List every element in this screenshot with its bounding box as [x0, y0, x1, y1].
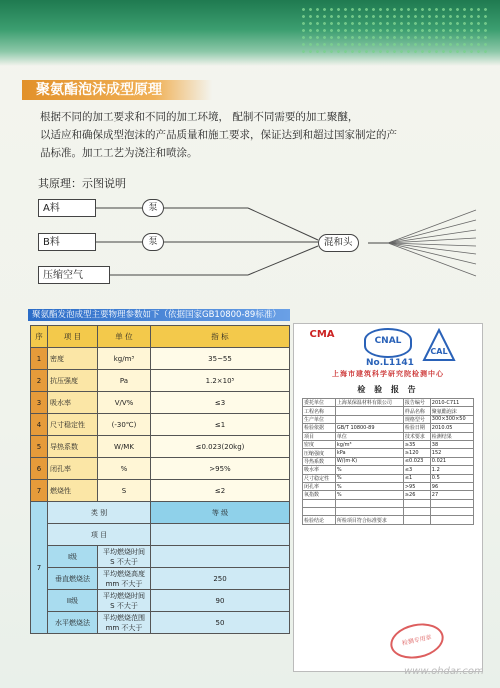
burn-header-item: 类 别 — [48, 502, 151, 524]
pump-a: 泵 — [142, 199, 164, 217]
input-compressed-air: 压缩空气 — [38, 266, 110, 284]
report-cell: 聚氨酯泡沫 — [430, 407, 473, 415]
report-cell: ≥35 — [403, 440, 430, 448]
row-no: 4 — [31, 414, 48, 436]
section-title: 聚氨酯泡沫成型原理 — [22, 80, 212, 100]
report-cell: 委托单位 — [303, 399, 336, 407]
report-cell: 0.021 — [430, 457, 473, 465]
row-value: ≤1 — [151, 414, 290, 436]
report-cell: 报告编号 — [403, 399, 430, 407]
input-b-material: B料 — [38, 233, 96, 251]
process-diagram — [38, 192, 478, 287]
burn-time: 平均燃烧时间 S 不大于 — [98, 590, 151, 612]
report-cell: 1.2 — [430, 466, 473, 474]
burn-header-row — [31, 502, 290, 524]
report-cell: 压缩强度 — [303, 449, 336, 457]
svg-text:CAL: CAL — [430, 347, 448, 356]
row-value: 1.2×10⁵ — [151, 370, 290, 392]
report-cell: 38 — [430, 440, 473, 448]
report-cell: 2010.05 — [430, 424, 473, 432]
burn-grade: II级 — [48, 590, 98, 612]
row-unit: Pa — [98, 370, 151, 392]
row-item: 闭孔率 — [48, 458, 98, 480]
row-value: ≤0.023(20kg) — [151, 436, 290, 458]
report-cell: % — [335, 474, 403, 482]
row-unit: W/MK — [98, 436, 151, 458]
row-item: 密度 — [48, 348, 98, 370]
report-cell: 96 — [430, 482, 473, 490]
spec-table-header — [31, 326, 290, 348]
table-row — [31, 480, 290, 502]
header-item: 项 目 — [48, 326, 98, 348]
burn-subheader-row — [31, 524, 290, 546]
report-row — [303, 482, 474, 490]
row-value: ≤3 — [151, 392, 290, 414]
report-institute: 上海市建筑科学研究院检测中心 — [332, 370, 444, 378]
cnal-logo: CNAL No.L1141 — [364, 328, 412, 358]
report-cell — [303, 499, 336, 507]
report-row — [303, 466, 474, 474]
report-cell: 工程名称 — [303, 407, 336, 415]
report-table — [302, 398, 474, 525]
table-row — [31, 458, 290, 480]
report-cell: 152 — [430, 449, 473, 457]
row-value: ≤2 — [151, 480, 290, 502]
mix-head: 混和头 — [318, 234, 359, 252]
burn-grade: I级 — [48, 546, 98, 568]
row-value: 35~55 — [151, 348, 290, 370]
report-cell: 尺寸稳定性 — [303, 474, 336, 482]
report-cell: ≤0.023 — [403, 457, 430, 465]
report-cell: % — [335, 466, 403, 474]
report-row — [303, 399, 474, 407]
burn-time: 平均燃烧高度 mm 不大于 — [98, 568, 151, 590]
report-row — [303, 499, 474, 507]
burn-row — [31, 590, 290, 612]
report-row — [303, 407, 474, 415]
report-cell — [430, 499, 473, 507]
burn-row — [31, 568, 290, 590]
row-unit: % — [98, 458, 151, 480]
row-value: >95% — [151, 458, 290, 480]
report-cell — [430, 516, 473, 524]
header-unit: 单 位 — [98, 326, 151, 348]
report-cell: 闭孔率 — [303, 482, 336, 490]
report-cell: 上海某保温材料有限公司 — [335, 399, 403, 407]
burn-subheader-empty — [151, 524, 290, 546]
principle-label: 其原理：示图说明 — [38, 177, 126, 190]
intro-line-2: 以适应和确保成型泡沫的产品质量和施工要求，保证达到和超过国家制定的产 — [40, 129, 397, 141]
table-row — [31, 370, 290, 392]
report-cell: 检验依据 — [303, 424, 336, 432]
burn-test: 垂直燃烧法 — [48, 568, 98, 590]
report-cell — [403, 499, 430, 507]
row-item: 尺寸稳定性 — [48, 414, 98, 436]
input-a-material: A料 — [38, 199, 96, 217]
row-no: 5 — [31, 436, 48, 458]
burn-value — [151, 546, 290, 568]
report-cell: ≥120 — [403, 449, 430, 457]
burn-value: 50 — [151, 612, 290, 634]
report-row — [303, 432, 474, 440]
burn-subheader-item: 项 目 — [48, 524, 151, 546]
burn-value: 90 — [151, 590, 290, 612]
row-no: 3 — [31, 392, 48, 414]
spec-table — [30, 325, 290, 634]
report-cell: 2010-C711 — [430, 399, 473, 407]
report-cell: kg/m³ — [335, 440, 403, 448]
table-row — [31, 436, 290, 458]
report-cell: 所检项目符合标准要求 — [335, 516, 403, 524]
site-watermark: www.ohdar.com — [404, 666, 484, 677]
burn-group-no: 7 — [31, 502, 48, 634]
report-cell — [303, 508, 336, 516]
report-cell: 生产单位 — [303, 415, 336, 423]
report-cell: 检验日期 — [403, 424, 430, 432]
report-row — [303, 474, 474, 482]
row-no: 7 — [31, 480, 48, 502]
report-cell: 样品名称 — [403, 407, 430, 415]
report-cell: 技术要求 — [403, 432, 430, 440]
intro-line-3: 品标准。加工工艺为浇注和喷涂。 — [40, 147, 198, 159]
row-item: 导热系数 — [48, 436, 98, 458]
report-cell — [430, 508, 473, 516]
report-cell — [335, 499, 403, 507]
row-unit: (-30℃) — [98, 414, 151, 436]
row-no: 1 — [31, 348, 48, 370]
report-cell — [335, 407, 403, 415]
row-item: 吸水率 — [48, 392, 98, 414]
report-row — [303, 457, 474, 465]
row-no: 6 — [31, 458, 48, 480]
burn-row — [31, 612, 290, 634]
report-row — [303, 508, 474, 516]
report-cell: 0.5 — [430, 474, 473, 482]
row-item: 燃烧性 — [48, 480, 98, 502]
report-cell: GB/T 10800-89 — [335, 424, 403, 432]
certification-triangle-logo — [422, 328, 456, 362]
report-cell: 吸水率 — [303, 466, 336, 474]
table-row — [31, 414, 290, 436]
pump-b: 泵 — [142, 233, 164, 251]
report-cell: ≤3 — [403, 466, 430, 474]
report-cell: 300×300×50 — [430, 415, 473, 423]
report-cell: 单位 — [335, 432, 403, 440]
report-cell — [335, 415, 403, 423]
report-cell — [403, 516, 430, 524]
row-item: 抗压强度 — [48, 370, 98, 392]
report-cell: 检测结果 — [430, 432, 473, 440]
report-cell: 27 — [430, 491, 473, 499]
report-row — [303, 516, 474, 524]
intro-line-1: 根据不同的加工要求和不同的加工环境， 配制不同需要的加工聚醚， — [40, 111, 359, 123]
row-unit: S — [98, 480, 151, 502]
report-cell: 检验结论 — [303, 516, 336, 524]
report-cell: 规格型号 — [403, 415, 430, 423]
table-row — [31, 348, 290, 370]
report-cell: ≥26 — [403, 491, 430, 499]
table-row — [31, 392, 290, 414]
row-unit: V/V% — [98, 392, 151, 414]
row-no: 2 — [31, 370, 48, 392]
report-row — [303, 424, 474, 432]
report-cell: % — [335, 482, 403, 490]
report-cell: W/(m·K) — [335, 457, 403, 465]
report-row — [303, 440, 474, 448]
report-row — [303, 491, 474, 499]
report-cell: % — [335, 491, 403, 499]
header-no: 序 — [31, 326, 48, 348]
report-cell — [403, 508, 430, 516]
header-value: 指 标 — [151, 326, 290, 348]
decorative-dot-pattern — [300, 6, 490, 54]
report-cell — [335, 508, 403, 516]
report-cell: 氧指数 — [303, 491, 336, 499]
burn-test: 水平燃烧法 — [48, 612, 98, 634]
report-cell: >95 — [403, 482, 430, 490]
report-cell: 密度 — [303, 440, 336, 448]
report-title: 检 验 报 告 — [357, 385, 419, 394]
test-report — [293, 323, 483, 672]
cma-logo: CMA — [309, 329, 335, 340]
report-stamp: 检测专用章 — [387, 619, 447, 663]
burn-value: 250 — [151, 568, 290, 590]
report-cell: 导热系数 — [303, 457, 336, 465]
report-cell: ≤1 — [403, 474, 430, 482]
burn-time: 平均燃烧时间 S 不大于 — [98, 546, 151, 568]
report-cell: kPa — [335, 449, 403, 457]
report-cell: 项目 — [303, 432, 336, 440]
burn-time: 平均燃烧范围 mm 不大于 — [98, 612, 151, 634]
burn-header-class: 等 级 — [151, 502, 290, 524]
spec-table-title: 聚氨酯发泡成型主要物理参数如下（依据国家GB10800-89标准） — [28, 309, 290, 321]
report-row — [303, 415, 474, 423]
report-row — [303, 449, 474, 457]
row-unit: kg/m³ — [98, 348, 151, 370]
burn-row — [31, 546, 290, 568]
